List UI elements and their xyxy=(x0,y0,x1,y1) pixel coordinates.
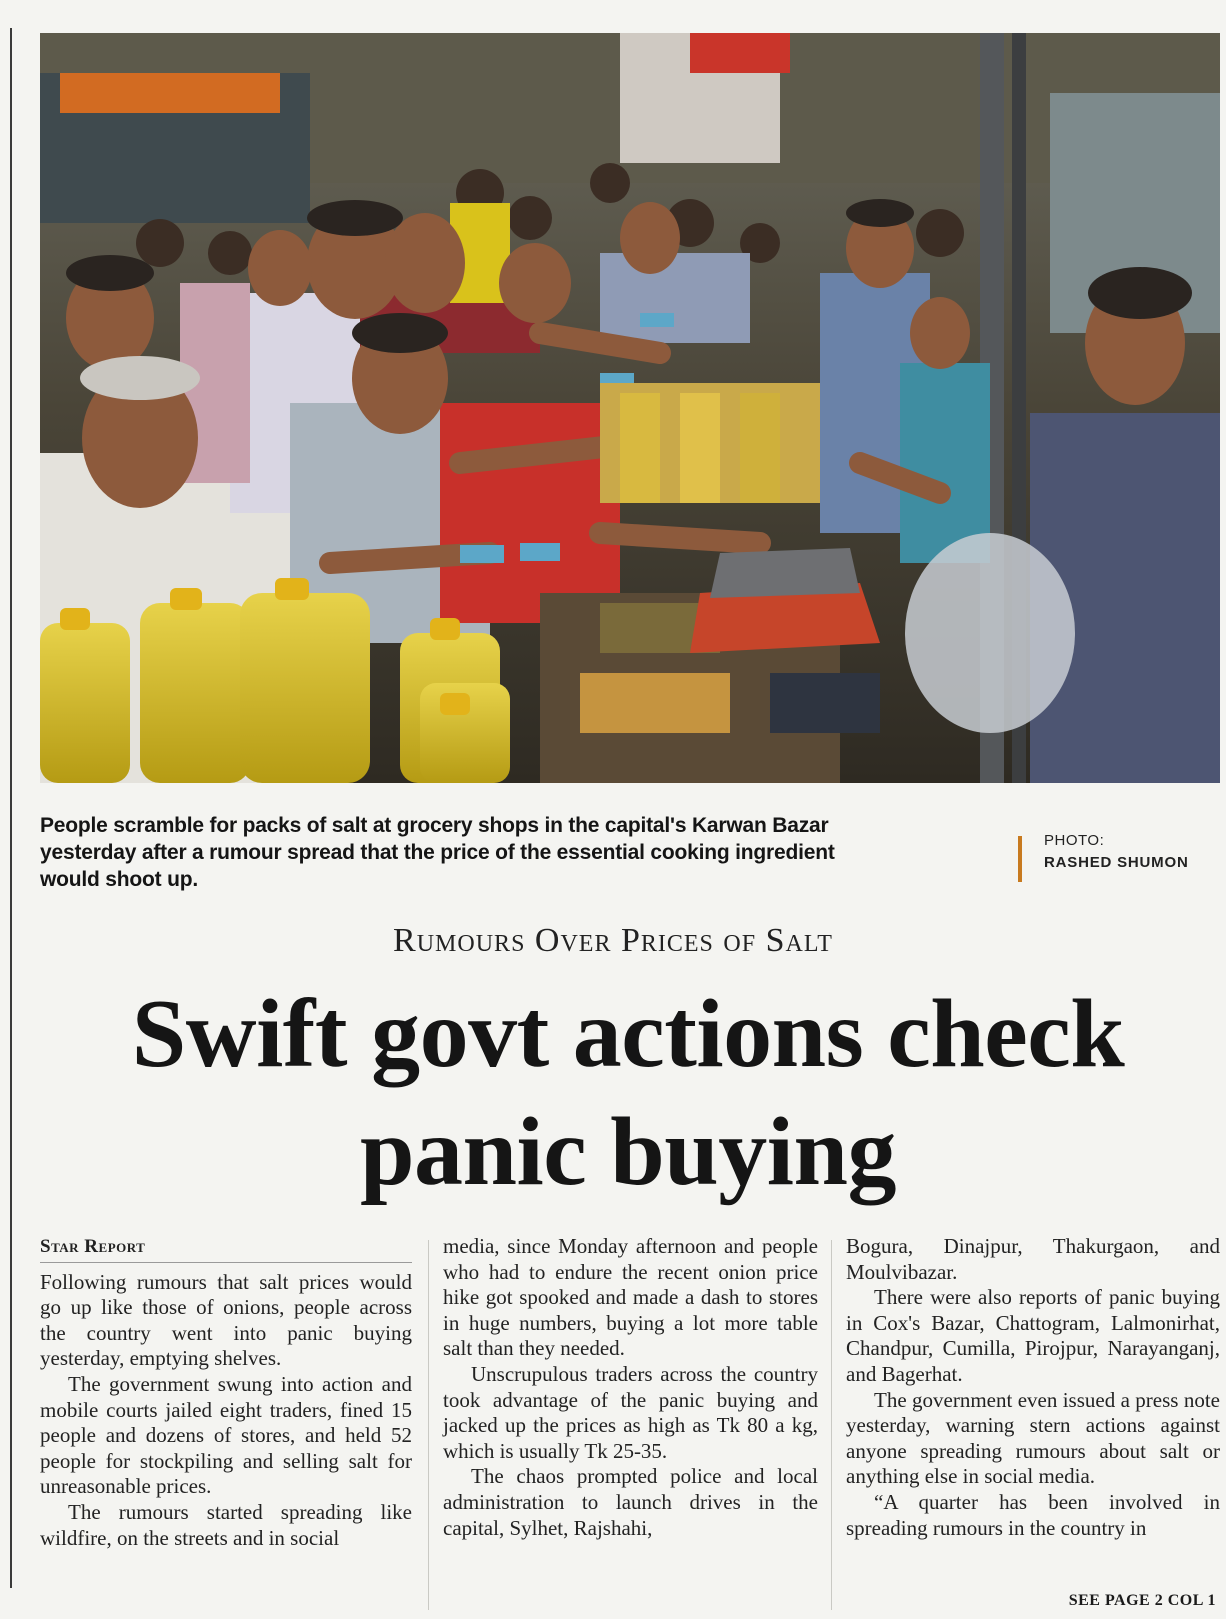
paragraph: “A quarter has been involved in spreading rumours in the country in xyxy=(846,1489,1220,1540)
news-photo xyxy=(40,33,1220,783)
paragraph: The chaos prompted police and local administration to launch drives in the capital, Sylhet, Rajshahi, xyxy=(443,1464,818,1540)
column-divider xyxy=(831,1240,832,1610)
photo-caption: People scramble for packs of salt at grocery shops in the capital's Karwan Bazar yesterday after a rumour spread that the price of the essential cooking ingredient would shoot up. xyxy=(40,814,835,891)
page-edge-rule xyxy=(10,28,12,1588)
article-column-2 xyxy=(443,1234,818,1541)
credit-name: RASHED SHUMON xyxy=(1044,854,1189,871)
paragraph: Bogura, Dinajpur, Thakurgaon, and Moulvibazar. xyxy=(846,1234,1220,1284)
byline: Star Report xyxy=(40,1236,146,1257)
market-scene-illustration xyxy=(40,33,1220,783)
headline-line-2: panic buying xyxy=(360,1098,896,1206)
paragraph: Following rumours that salt prices would go up like those of onions, people across the country went into panic buying yesterday, emptying shelves. xyxy=(40,1269,412,1371)
headline xyxy=(30,975,1226,1211)
headline-line-1: Swift govt actions check xyxy=(131,980,1125,1088)
paragraph: The government even issued a press note yesterday, warning stern actions against anyone spreading rumours about salt or anything else in social media. xyxy=(846,1387,1220,1489)
credit-label: PHOTO: xyxy=(1044,832,1105,849)
continued-jump-link[interactable]: SEE PAGE 2 COL 1 xyxy=(1068,1592,1216,1609)
paragraph: The government swung into action and mobile courts jailed eight traders, fined 15 people and dozens of stores, and held 52 people for stockpiling and selling salt for unreasonable prices. xyxy=(40,1371,412,1499)
byline-rule xyxy=(40,1262,412,1263)
credit-accent-bar xyxy=(1018,836,1022,882)
article-column-3 xyxy=(846,1234,1220,1541)
headline-kicker: Rumours Over Prices of Salt xyxy=(393,922,833,959)
article-column-1 xyxy=(40,1234,412,1551)
paragraph: There were also reports of panic buying in Cox's Bazar, Chattogram, Lalmonirhat, Chandpur, Cumilla, Pirojpur, Narayanganj, and Bagerhat. xyxy=(846,1285,1220,1386)
paragraph: media, since Monday afternoon and people who had to endure the recent onion price hike got spooked and made a dash to stores in huge numbers, buying a lot more table salt than they needed. xyxy=(443,1234,818,1361)
column-divider xyxy=(428,1240,429,1610)
paragraph: The rumours started spreading like wildfire, on the streets and in social xyxy=(40,1499,412,1550)
paragraph: Unscrupulous traders across the country took advantage of the panic buying and jacked up the prices as high as Tk 80 a kg, which is usually Tk 25-35. xyxy=(443,1361,818,1463)
